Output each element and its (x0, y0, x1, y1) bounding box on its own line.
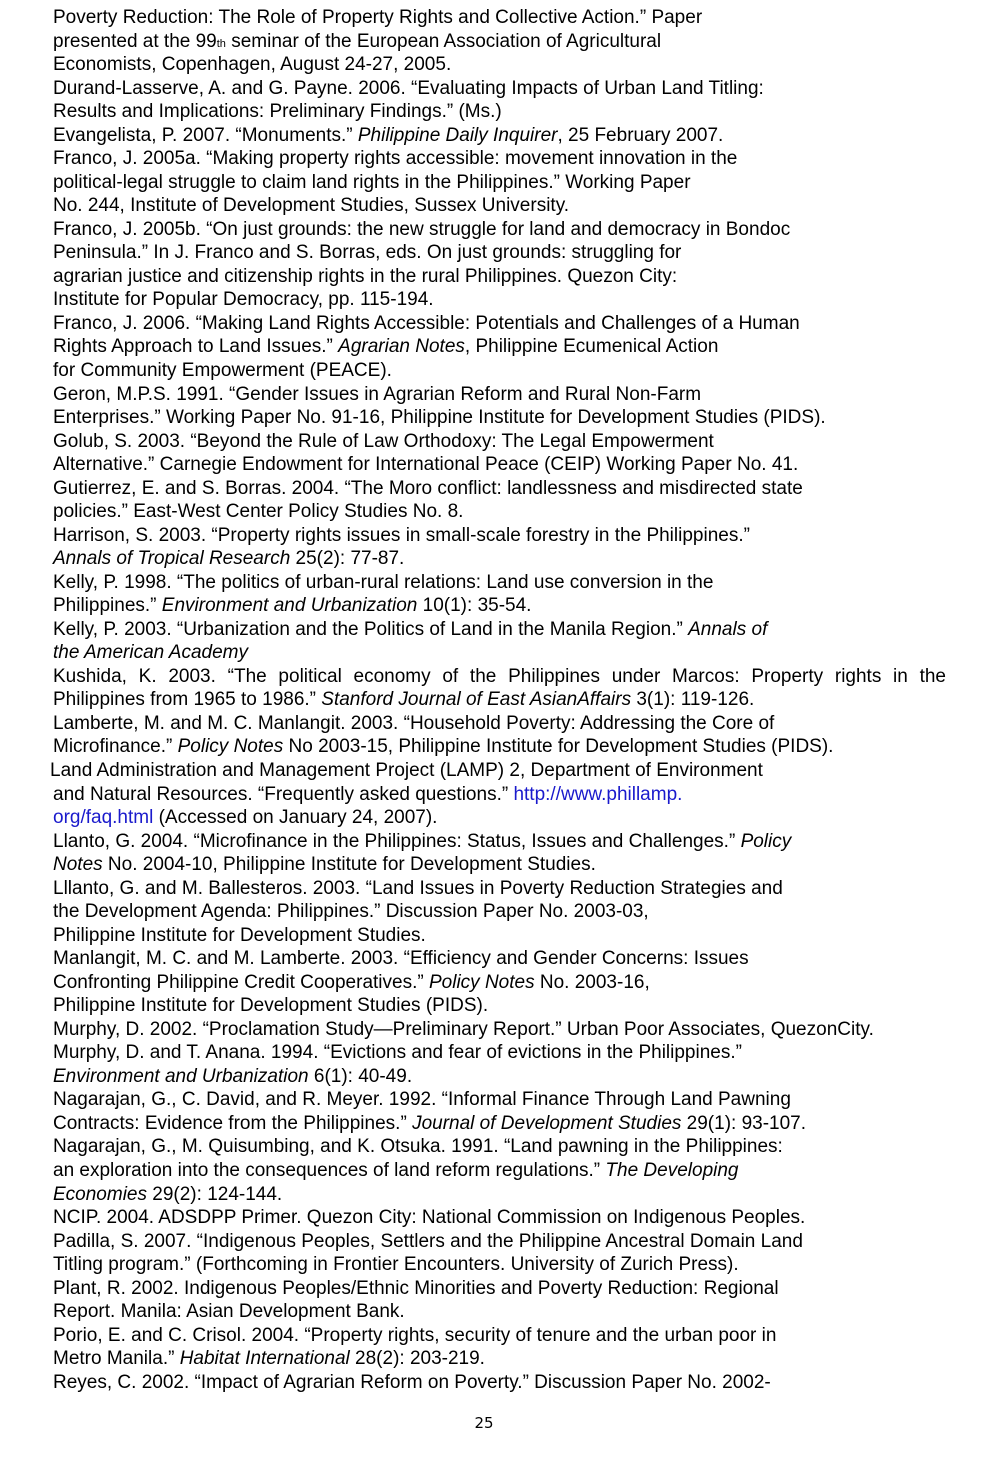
url-link[interactable]: http://www.phillamp. (513, 783, 683, 805)
reference-line: NCIP. 2004. ADSDPP Primer. Quezon City: National Commission on Indigenous Peoples. (53, 1207, 806, 1228)
reference-line: Padilla, S. 2007. “Indigenous Peoples, Settlers and the Philippine Ancestral Domain Land (53, 1230, 803, 1252)
reference-line (53, 806, 437, 830)
reference-line (53, 641, 248, 665)
reference-line: Philippine Institute for Development Studies (PIDS). (53, 995, 489, 1017)
text-run: Rights Approach to Land Issues.” (53, 336, 339, 358)
reference-line: Lamberte, M. and M. C. Manlangit. 2003. “Household Poverty: Addressing the Core of (53, 712, 775, 734)
reference-line: Land Administration and Management Project (LAMP) 2, Department of Environment (50, 760, 763, 781)
url-link[interactable]: org/faq.html (53, 807, 154, 828)
reference-line (53, 618, 767, 642)
ordinal-suffix: th (216, 37, 226, 50)
text-run: Philippines from 1965 to 1986.” (53, 689, 322, 711)
reference-line: Gutierrez, E. and S. Borras. 2004. “The Moro conflict: landlessness and misdirected state (53, 477, 803, 499)
text-run: , 25 February 2007. (557, 124, 724, 146)
text-run: Philippines.” (53, 595, 162, 617)
text-run: Metro Manila.” (53, 1348, 180, 1370)
reference-line: political-legal struggle to claim land rights in the Philippines.” Working Paper (53, 171, 691, 193)
italic-title: Agrarian Notes (338, 336, 465, 358)
text-run: 3(1): 119-126. (631, 689, 755, 711)
reference-line: policies.” East-West Center Policy Studies No. 8. (53, 501, 464, 523)
reference-line (53, 124, 723, 148)
reference-line (53, 1347, 485, 1371)
italic-title: Economies (53, 1183, 147, 1205)
italic-title: Policy Notes (428, 971, 535, 993)
reference-line (53, 783, 682, 807)
reference-line (53, 971, 650, 995)
reference-line (53, 688, 754, 712)
text-run: No. 2003-16, (534, 971, 650, 993)
reference-line: agrarian justice and citizenship rights in the rural Philippines. Quezon City: (53, 265, 678, 287)
reference-line: Kelly, P. 1998. “The politics of urban-rural relations: Land use conversion in the (53, 571, 714, 593)
reference-line (53, 1159, 739, 1183)
reference-line (53, 735, 833, 759)
text-run: 6(1): 40-49. (308, 1065, 413, 1087)
reference-line: Titling program.” (Forthcoming in Frontier Encounters. University of Zurich Press). (53, 1254, 739, 1276)
reference-line: Peninsula.” In J. Franco and S. Borras, eds. On just grounds: struggling for (53, 242, 682, 264)
reference-line: Franco, J. 2005a. “Making property rights accessible: movement innovation in the (53, 148, 738, 170)
reference-line: Kushida, K. 2003. “The political economy of the Philippines under Marcos: Property rights in the (53, 665, 946, 687)
reference-line: Porio, E. and C. Crisol. 2004. “Property rights, security of tenure and the urban poor in (53, 1324, 777, 1346)
reference-line: the Development Agenda: Philippines.” Discussion Paper No. 2003-03, (53, 901, 649, 923)
reference-line (53, 853, 596, 877)
reference-line (53, 1183, 282, 1207)
reference-line: Nagarajan, G., C. David, and R. Meyer. 1992. “Informal Finance Through Land Pawning (53, 1089, 791, 1111)
italic-title: Policy Notes (177, 736, 284, 758)
reference-line: Harrison, S. 2003. “Property rights issues in small-scale forestry in the Philippines.” (53, 524, 750, 546)
reference-line: Economists, Copenhagen, August 24-27, 2005. (53, 54, 452, 76)
text-run: seminar of the European Association of Agricultural (225, 30, 662, 52)
reference-line: Geron, M.P.S. 1991. “Gender Issues in Agrarian Reform and Rural Non-Farm (53, 383, 702, 405)
text-run: 10(1): 35-54. (417, 595, 532, 617)
reference-line: Lllanto, G. and M. Ballesteros. 2003. “Land Issues in Poverty Reduction Strategies and (53, 877, 783, 899)
reference-line: Alternative.” Carnegie Endowment for International Peace (CEIP) Working Paper No. 41. (53, 454, 799, 476)
reference-line: Results and Implications: Preliminary Findings.” (Ms.) (53, 101, 502, 123)
reference-line: Plant, R. 2002. Indigenous Peoples/Ethnic Minorities and Poverty Reduction: Regional (53, 1277, 779, 1299)
text-run: 29(2): 124-144. (147, 1183, 283, 1205)
reference-line: Poverty Reduction: The Role of Property Rights and Collective Action.” Paper (53, 7, 703, 28)
reference-line: Philippine Institute for Development Studies. (53, 924, 426, 946)
text-run: Contracts: Evidence from the Philippines.” (53, 1112, 413, 1134)
reference-line: Durand-Lasserve, A. and G. Payne. 2006. “Evaluating Impacts of Urban Land Titling: (53, 77, 764, 99)
page-number: 25 (474, 1414, 494, 1432)
reference-line (53, 1065, 412, 1089)
text-run: Kelly, P. 2003. “Urbanization and the Politics of Land in the Manila Region.” (53, 618, 689, 640)
text-run: (Accessed on January 24, 2007). (153, 807, 438, 828)
text-run: , Philippine Ecumenical Action (464, 336, 719, 358)
reference-line (53, 830, 791, 854)
italic-title: Notes (53, 854, 103, 876)
reference-line (53, 594, 531, 618)
italic-title: Environment and Urbanization (161, 595, 418, 617)
text-run: and Natural Resources. “Frequently asked questions.” (53, 783, 514, 805)
reference-line (53, 30, 661, 54)
italic-title: Habitat International (179, 1348, 350, 1370)
italic-title: Environment and Urbanization (53, 1065, 309, 1087)
reference-line: Nagarajan, G., M. Quisumbing, and K. Otsuka. 1991. “Land pawning in the Philippines: (53, 1136, 783, 1158)
italic-title: Policy (740, 830, 792, 852)
text-run: 29(1): 93-107. (681, 1112, 807, 1134)
reference-line: Franco, J. 2005b. “On just grounds: the new struggle for land and democracy in Bondoc (53, 218, 791, 240)
text-run: No 2003-15, Philippine Institute for Development Studies (PIDS). (283, 736, 834, 758)
text-run: Confronting Philippine Credit Cooperatives.” (53, 971, 429, 993)
reference-line: for Community Empowerment (PEACE). (53, 360, 392, 381)
reference-line: Report. Manila: Asian Development Bank. (53, 1301, 405, 1323)
text-run: No. 2004-10, Philippine Institute for Development Studies. (102, 854, 596, 876)
text-run: Evangelista, P. 2007. “Monuments.” (53, 124, 358, 146)
reference-line: Murphy, D. 2002. “Proclamation Study—Preliminary Report.” Urban Poor Associates, QuezonCity. (53, 1018, 874, 1040)
italic-title: Journal of Development Studies (412, 1112, 682, 1134)
reference-line: Franco, J. 2006. “Making Land Rights Accessible: Potentials and Challenges of a Human (53, 312, 800, 334)
italic-title: Philippine Daily Inquirer (357, 124, 558, 146)
reference-line: Golub, S. 2003. “Beyond the Rule of Law Orthodoxy: The Legal Empowerment (53, 430, 714, 452)
italic-title: the American Academy (53, 642, 249, 664)
text-run: 25(2): 77-87. (290, 548, 405, 570)
text-run: presented at the 99 (53, 30, 217, 52)
reference-line: Enterprises.” Working Paper No. 91-16, Philippine Institute for Development Studies (PIDS). (53, 407, 826, 428)
text-run: Microfinance.” (53, 736, 178, 758)
reference-line: Institute for Popular Democracy, pp. 115-194. (53, 289, 434, 311)
reference-line: Manlangit, M. C. and M. Lamberte. 2003. “Efficiency and Gender Concerns: Issues (53, 948, 749, 970)
reference-line (53, 547, 404, 571)
text-run: Llanto, G. 2004. “Microfinance in the Philippines: Status, Issues and Challenges.” (53, 830, 741, 852)
italic-title: Stanford Journal of East AsianAffairs (321, 689, 632, 711)
italic-title: The Developing (605, 1160, 739, 1181)
italic-title: Annals of Tropical Research (53, 548, 291, 570)
italic-title: Annals of (688, 618, 768, 640)
reference-line (53, 335, 718, 359)
reference-line: Reyes, C. 2002. “Impact of Agrarian Reform on Poverty.” Discussion Paper No. 2002- (53, 1371, 771, 1393)
reference-line (53, 1112, 806, 1136)
text-run: 28(2): 203-219. (349, 1348, 485, 1370)
reference-line: No. 244, Institute of Development Studies, Sussex University. (53, 195, 570, 217)
reference-line: Murphy, D. and T. Anana. 1994. “Evictions and fear of evictions in the Philippines.” (53, 1042, 742, 1064)
text-run: an exploration into the consequences of land reform regulations.” (53, 1160, 606, 1181)
